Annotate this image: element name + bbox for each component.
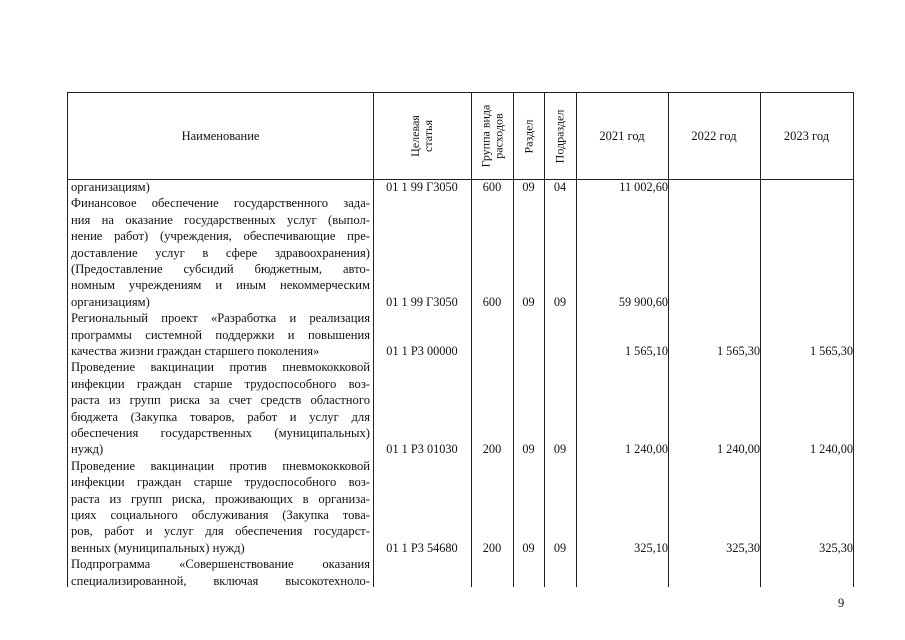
row-name — [71, 359, 370, 457]
row-amount-2021: 59 900,60 — [618, 294, 668, 309]
row-amount-2022: 1 565,30 — [716, 344, 760, 358]
row-name-line: Региональный проект «Разработка и реализация — [71, 311, 370, 326]
header-group-text: Группа вида расходов — [478, 104, 505, 168]
row-amount-2022: 325,30 — [726, 540, 760, 555]
header-subsection-label: Подраздел — [552, 109, 567, 163]
row-target-code: 01 1 Р3 54680 — [386, 540, 458, 555]
row-target-code: 01 1 99 Г3050 — [386, 294, 458, 309]
row-section: 09 — [522, 442, 535, 457]
row-expense-group: 600 — [482, 180, 502, 194]
row-amount-2021: 11 002,60 — [619, 180, 668, 194]
row-section: 09 — [522, 180, 535, 194]
row-name-line: номным учреждениям и иным некоммерческим — [71, 278, 370, 293]
row-name-line: ров, работ и услуг для обеспечения государст- — [71, 524, 370, 539]
row-subsection: 04 — [553, 180, 567, 194]
header-expense-group-label — [479, 105, 505, 168]
row-name-line: качества жизни граждан старшего поколения» — [71, 344, 320, 358]
header-expense-group — [471, 93, 513, 179]
row-name-line: нужд) — [71, 442, 104, 457]
row-name-line: (Предоставление субсидий бюджетным, авто- — [71, 262, 370, 277]
row-section: 09 — [522, 294, 535, 309]
row-name — [71, 458, 370, 556]
header-year-2023: 2023 год — [783, 128, 830, 143]
row-amount-2022: 1 240,00 — [716, 442, 760, 457]
header-year-2022: 2022 год — [691, 128, 737, 143]
row-expense-group: 600 — [482, 294, 502, 309]
row-subsection: 09 — [553, 540, 567, 555]
header-year-2021: 2021 год — [599, 128, 645, 143]
row-name-line: инфекции граждан старше трудоспособного воз- — [71, 475, 370, 490]
row-name-line: Подпрограмма «Совершенствование оказания — [71, 557, 370, 572]
row-name — [71, 179, 370, 195]
header-section — [513, 93, 544, 179]
row-target-code: 01 1 Р3 00000 — [386, 344, 458, 358]
row-section: 09 — [522, 540, 535, 555]
row-name-line: программы системной поддержки и повышения — [71, 327, 370, 342]
header-subsection — [544, 93, 576, 179]
row-name-line: организациям) — [71, 294, 150, 309]
header-target-text: Целевая статья — [407, 115, 435, 157]
row-name-line: инфекции граждан старше трудоспособного воз- — [71, 376, 370, 391]
row-name-line: нение работ) (учреждения, обеспечивающие пре- — [71, 229, 370, 244]
header-target-article-label — [409, 115, 435, 157]
row-expense-group: 200 — [482, 442, 502, 457]
row-name — [71, 310, 370, 359]
row-name-line: раста из групп риска за счет средств областного — [71, 393, 370, 408]
header-name: Наименование — [181, 128, 260, 143]
row-subsection: 09 — [553, 442, 567, 457]
row-name-line: Проведение вакцинации против пневмококковой — [71, 458, 370, 473]
row-amount-2023: 1 240,00 — [809, 442, 853, 457]
row-expense-group: 200 — [482, 540, 502, 555]
row-name — [71, 556, 370, 589]
row-amount-2021: 1 240,00 — [624, 442, 668, 457]
row-target-code: 01 1 Р3 01030 — [386, 442, 458, 457]
row-name-line: обеспечения государственных (муниципальных) — [71, 426, 370, 441]
row-name-line: циях социального обслуживания (Закупка това- — [71, 508, 370, 523]
row-name-line: доставление услуг в сфере здравоохранения) — [71, 245, 370, 260]
row-name-line: специализированной, включая высокотехноло- — [71, 573, 370, 588]
row-name-line: ния на оказание государственных услуг (выпол- — [71, 212, 370, 227]
row-amount-2023: 1 565,30 — [809, 344, 853, 358]
row-name-line: Финансовое обеспечение государственного зада- — [71, 196, 370, 211]
header-target-article — [373, 93, 471, 179]
row-name-line: организациям) — [71, 180, 150, 194]
budget-table — [67, 92, 854, 587]
row-subsection: 09 — [553, 294, 567, 309]
row-target-code: 01 1 99 Г3050 — [386, 180, 458, 194]
row-amount-2021: 1 565,10 — [624, 344, 668, 358]
row-amount-2021: 325,10 — [634, 540, 668, 555]
row-name-line: бюджета (Закупка товаров, работ и услуг для — [71, 409, 370, 424]
row-amount-2023: 325,30 — [819, 540, 853, 555]
page-number: 9 — [838, 596, 845, 610]
header-section-label: Раздел — [521, 119, 536, 153]
row-name — [71, 195, 370, 310]
row-name-line: Проведение вакцинации против пневмококковой — [71, 360, 370, 375]
row-name-line: венных (муниципальных) нужд) — [71, 540, 245, 555]
row-name-line: раста из групп риска, проживающих в организа- — [71, 491, 370, 506]
